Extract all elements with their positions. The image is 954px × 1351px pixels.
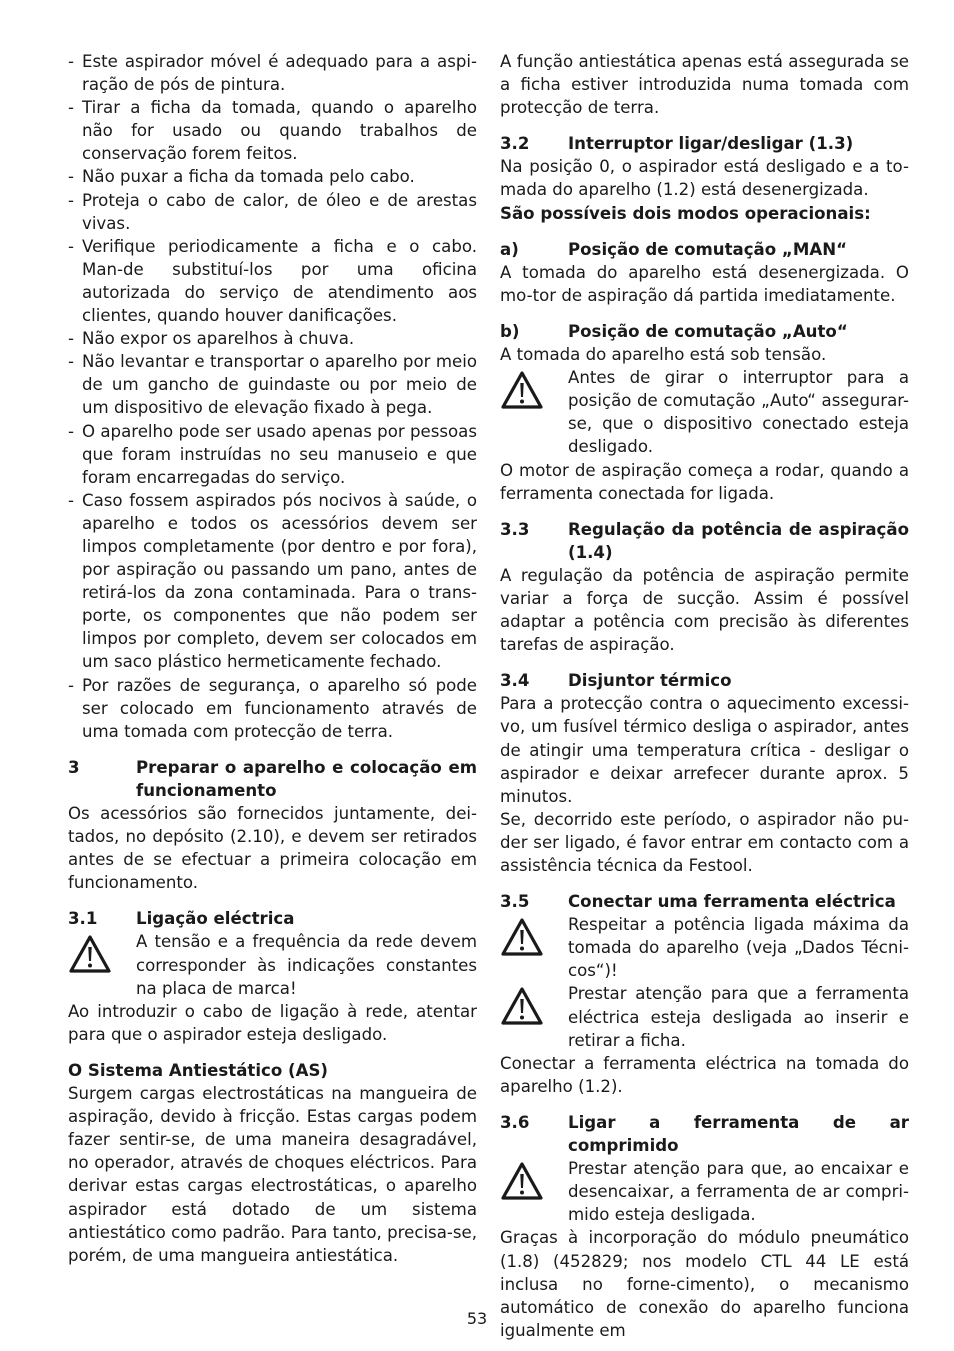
warning-text: Respeitar a potência ligada máxima da tomada do aparelho (veja „Dados Técni-cos“)!: [568, 915, 909, 981]
list-item: - Proteja o cabo de calor, de óleo e de arestas vivas.: [68, 190, 477, 233]
section-number: 3.6: [500, 1112, 530, 1132]
section-number: 3.5: [500, 892, 530, 912]
section-number: 3.4: [500, 671, 530, 691]
section-number: b): [500, 321, 520, 341]
section-3-3-heading: [500, 518, 909, 564]
warning-block: [500, 913, 909, 982]
warning-text: Prestar atenção para que a ferramenta eléctrica esteja desligada ao inserir e retirar a ficha.: [568, 984, 909, 1050]
list-item: - O aparelho pode ser usado apenas por pessoas que foram instruídas no seu manuseio e que foram encarregadas do serviço.: [68, 421, 477, 487]
antistatic-intro-text: A função antiestática apenas está assegurada se a ficha estiver introduzida numa tomada com protecção de terra.: [500, 52, 909, 118]
section-3-4-text-2: Se, decorrido este período, o aspirador não pu-der ser ligado, é favor entrar em contacto com a assistência técnica da Festool.: [500, 809, 909, 875]
section-title: Disjuntor térmico: [568, 671, 732, 691]
section-3-text: Os acessórios são fornecidos juntamente, dei-tados, no depósito (2.10), e devem ser retirados antes de se efectuar a primeira colocação em funcionamento.: [68, 804, 477, 893]
warning-icon: [68, 930, 136, 974]
section-3-3-text: A regulação da potência de aspiração permite variar a força de sucção. Assim é possível adaptar a potência com precisão às diferentes tarefas de aspiração.: [500, 565, 909, 655]
list-item: - Não levantar e transportar o aparelho por meio de um gancho de guindaste ou por meio de um dispositivo de elevação fixado à pega.: [68, 352, 477, 418]
section-3-heading: [68, 756, 477, 802]
section-number: a): [500, 239, 519, 259]
section-title: Conectar uma ferramenta eléctrica: [568, 892, 896, 912]
section-number: 3.1: [68, 909, 98, 929]
list-item: - Caso fossem aspirados pós nocivos à saúde, o aparelho e todos os acessórios devem ser limpos completamente (por dentro e por fora), por aspiração ou passando um pano, antes de retirá-los da zona contaminada. Para o trans-porte, os componentes que não podem ser limpos por completo, devem ser colocados em um saco plástico hermeticamente fechado.: [68, 490, 477, 672]
section-number: 3: [68, 757, 80, 777]
warning-block: [500, 1157, 909, 1226]
mode-a-heading: [500, 238, 909, 261]
section-3-4-heading: [500, 669, 909, 692]
safety-bullet-list: [68, 50, 477, 743]
section-3-2-heading: [500, 132, 909, 155]
section-3-6-text: Graças à incorporação do módulo pneumático (1.8) (452829; nos modelo CTL 44 LE está inclusa no forne-cimento), o mecanismo automático de conexão do aparelho funciona igualmente em: [500, 1228, 909, 1340]
antistatic-text: Surgem cargas electrostáticas na mangueira de aspiração, devido à fricção. Estas cargas podem fazer sentir-se, de uma maneira desagradável, no operador, através de choques eléctricos. Para derivar estas cargas electrostáticas, o aparelho aspirador está dotado de um sistema antiestático como padrão. Para tanto, precisa-se, porém, de uma mangueira antiestática.: [68, 1084, 477, 1265]
section-3-4-text: Para a protecção contra o aquecimento excessi-vo, um fusível térmico desliga o aspirador, antes de atingir uma temperatura crítica - desligar o aspirador e deixar arrefecer durante aprox. 5 minutos.: [500, 694, 909, 806]
section-title: Ligar a ferramenta de ar comprimido: [568, 1112, 909, 1156]
mode-b-text-2: O motor de aspiração começa a rodar, quando a ferramenta conectada for ligada.: [500, 460, 909, 503]
warning-text: A tensão e a frequência da rede devem corresponder às indicações constantes na placa de marca!: [136, 932, 477, 998]
right-column: [500, 50, 909, 1342]
antistatic-heading: O Sistema Antiestático (AS): [68, 1060, 328, 1080]
section-title: Posição de comutação „Auto“: [568, 321, 848, 341]
section-3-5-text: Conectar a ferramenta eléctrica na tomada do aparelho (1.2).: [500, 1053, 909, 1096]
warning-block: [68, 930, 477, 999]
warning-text: Prestar atenção para que, ao encaixar e desencaixar, a ferramenta de ar compri-mido esteja desligada.: [568, 1159, 909, 1225]
left-column: [68, 50, 477, 1267]
section-title: Posição de comutação „MAN“: [568, 239, 847, 259]
mode-b-text: A tomada do aparelho está sob tensão.: [500, 345, 827, 365]
section-3-1-heading: [68, 907, 477, 930]
warning-text: Antes de girar o interruptor para a posição de comutação „Auto“ assegurar-se, que o dispositivo conectado esteja desligado.: [568, 368, 909, 457]
section-number: 3.3: [500, 519, 530, 539]
mode-a-text: A tomada do aparelho está desenergizada. O mo-tor de aspiração dá partida imediatamente.: [500, 262, 909, 305]
section-title: Interruptor ligar/desligar (1.3): [568, 134, 854, 154]
section-3-2-text: Na posição 0, o aspirador está desligado e a to-mada do aparelho (1.2) está desenergizada.: [500, 157, 909, 200]
section-title: Regulação da potência de aspiração (1.4): [568, 519, 909, 562]
warning-icon: [500, 913, 568, 957]
list-item: - Não expor os aparelhos à chuva.: [68, 329, 355, 349]
list-item: - Não puxar a ficha da tomada pelo cabo.: [68, 167, 415, 187]
section-3-6-heading: [500, 1111, 909, 1157]
modes-label: São possíveis dois modos operacionais:: [500, 203, 871, 223]
mode-b-heading: [500, 320, 909, 343]
warning-block: [500, 366, 909, 458]
section-title: Ligação eléctrica: [136, 909, 295, 929]
page-number: 53: [466, 1309, 488, 1328]
section-3-5-heading: [500, 890, 909, 913]
section-title: Preparar o aparelho e colocação em funcionamento: [136, 757, 477, 800]
list-item: - Verifique periodicamente a ficha e o cabo. Man-de substituí-los por uma oficina autorizada do serviço de atendimento aos clientes, quando houver danificações.: [68, 236, 477, 326]
warning-icon: [500, 982, 568, 1026]
warning-icon: [500, 1157, 568, 1201]
list-item: - Este aspirador móvel é adequado para a aspi-ração de pós de pintura.: [68, 52, 477, 95]
section-number: 3.2: [500, 134, 530, 154]
list-item: - Tirar a ficha da tomada, quando o aparelho não for usado ou quando trabalhos de conservação forem feitos.: [68, 98, 477, 164]
warning-icon: [500, 366, 568, 410]
warning-block: [500, 982, 909, 1051]
section-3-1-text: Ao introduzir o cabo de ligação à rede, atentar para que o aspirador esteja desligado.: [68, 1001, 477, 1044]
list-item: - Por razões de segurança, o aparelho só pode ser colocado em funcionamento através de uma tomada com protecção de terra.: [68, 675, 477, 741]
